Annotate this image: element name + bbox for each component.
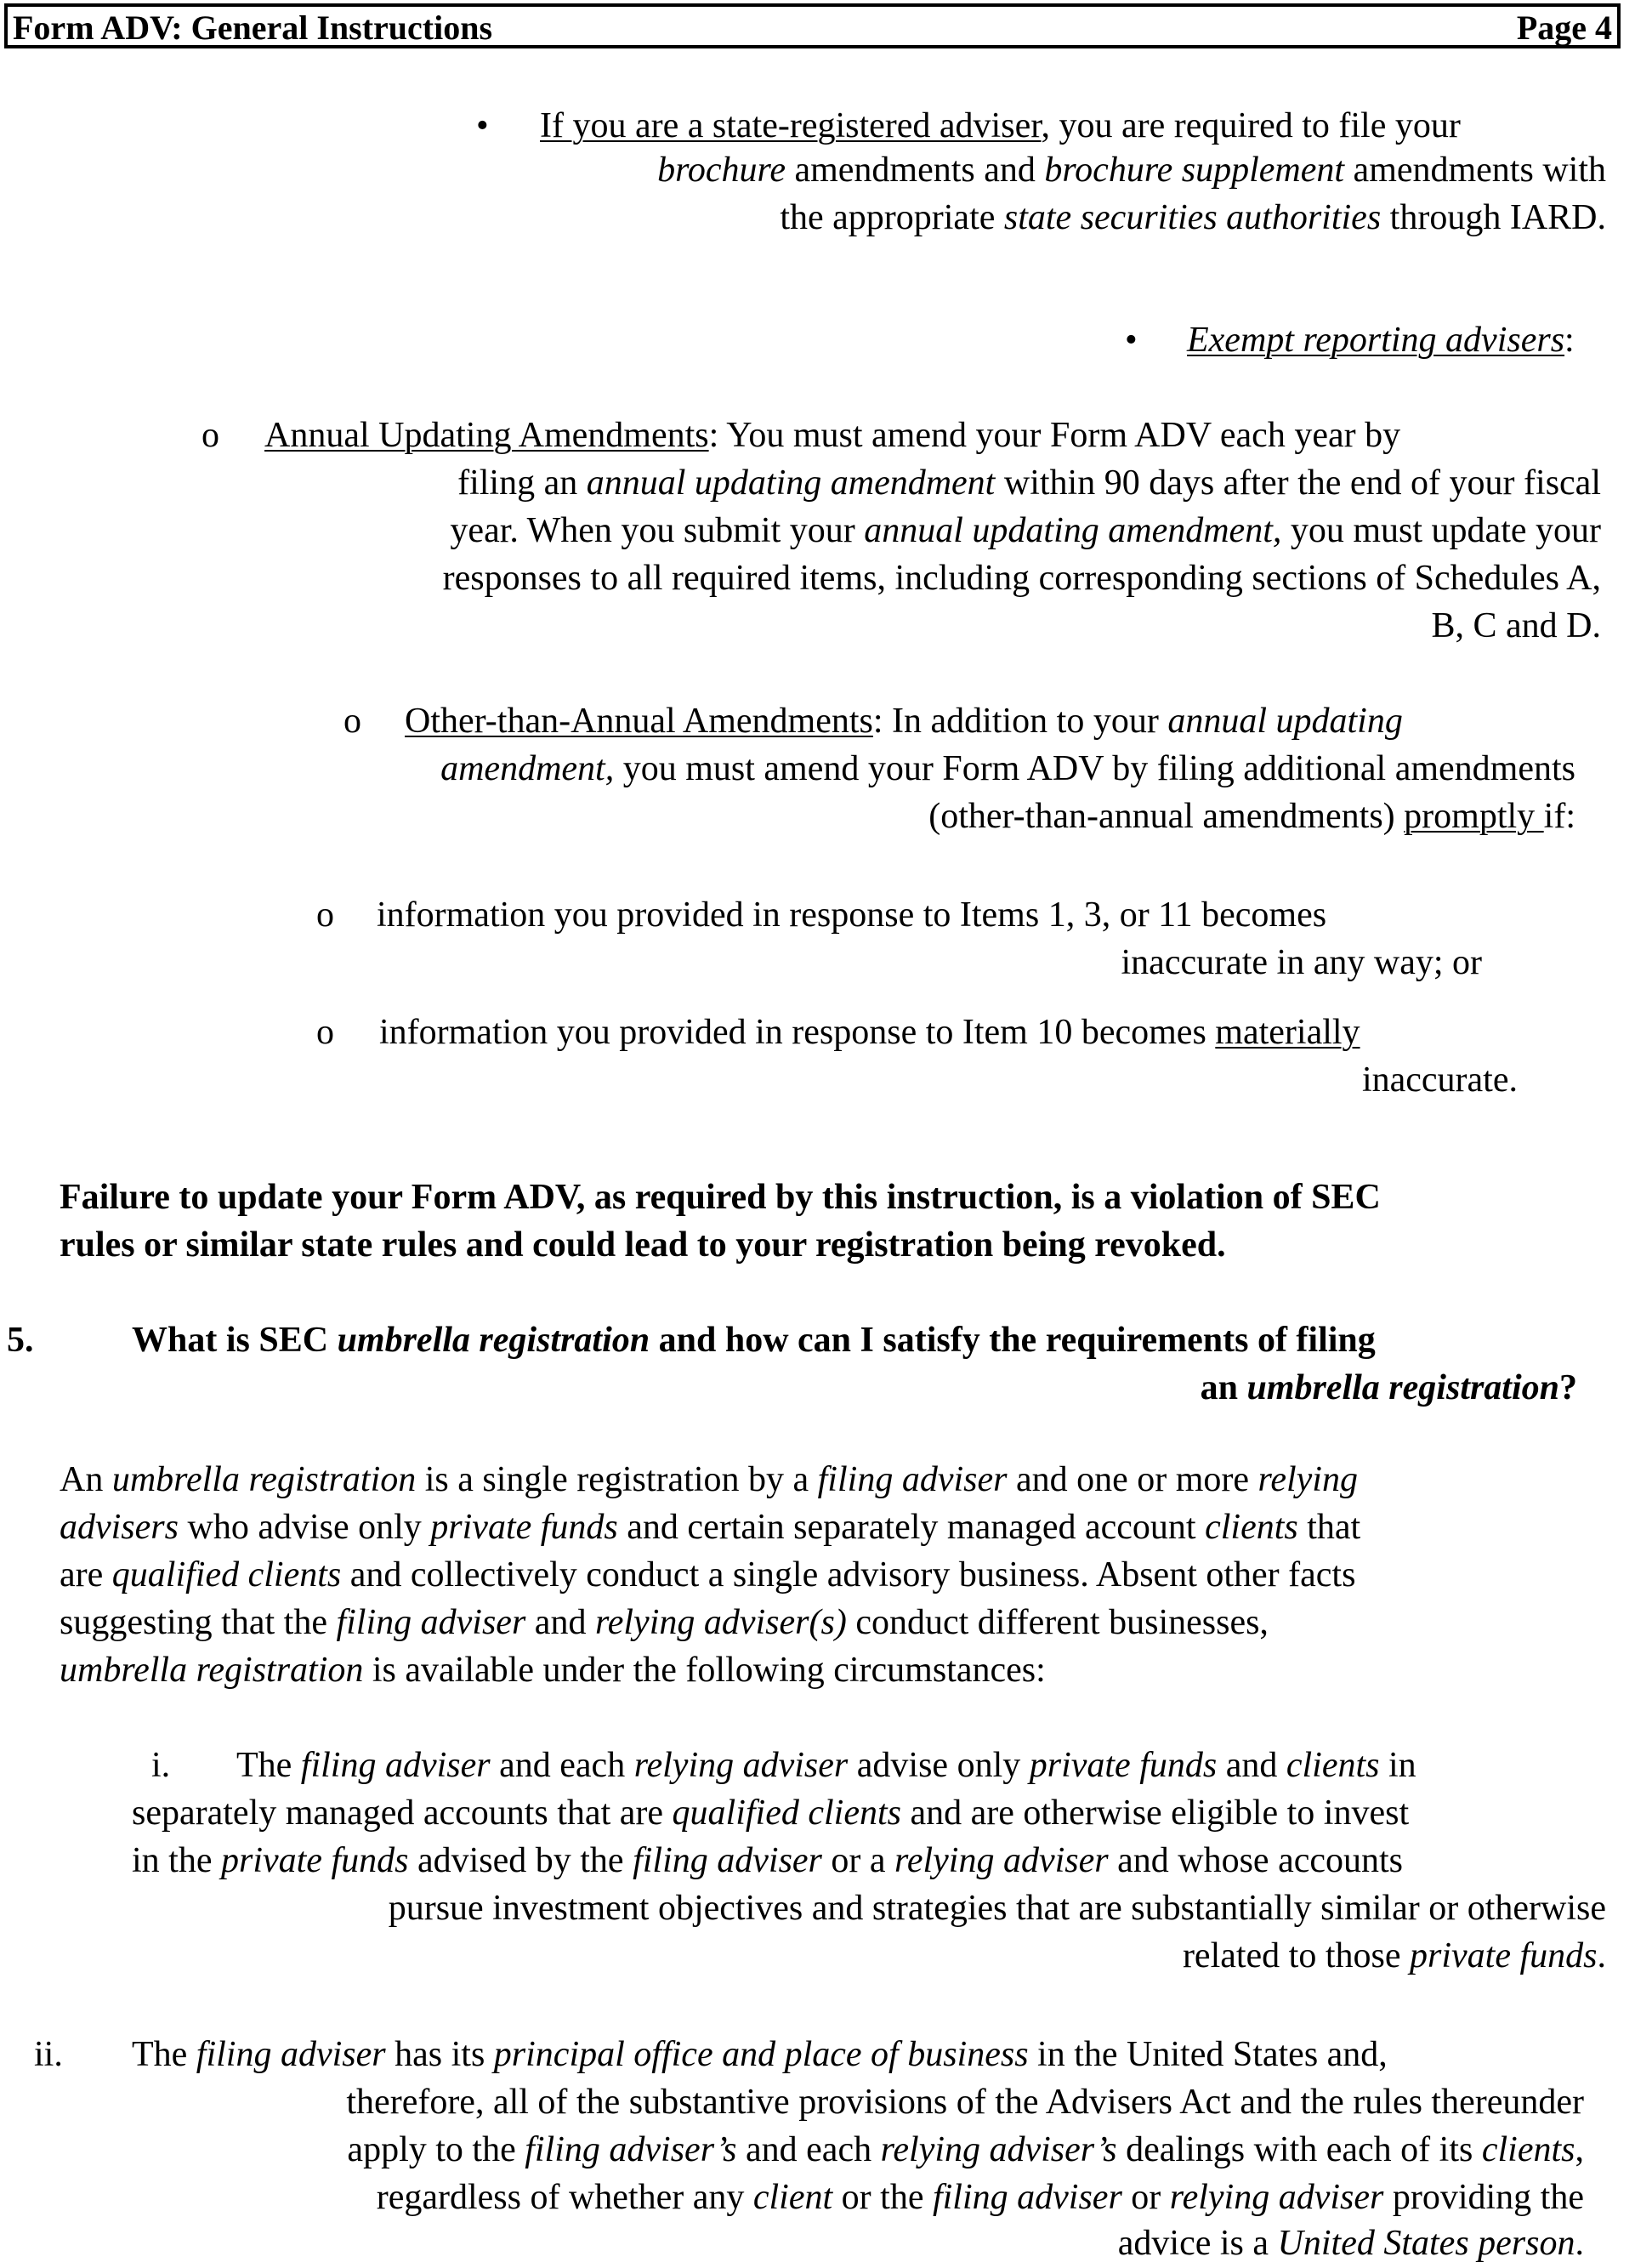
- header-title: Form ADV: General Instructions: [13, 9, 493, 47]
- item-i-line-1: The filing adviser and each relying adviser advise only private funds and clients in: [236, 1746, 1416, 1785]
- other-line-1: Other-than-Annual Amendments: In addition to your annual updating: [405, 702, 1403, 741]
- item-ii-line-1: The filing adviser has its principal office and place of business in the United States and,: [132, 2035, 1388, 2074]
- item-i-line-5: related to those private funds.: [1182, 1936, 1606, 1975]
- item-ii-line-4: regardless of whether any client or the filing adviser or relying adviser providing the: [376, 2178, 1584, 2217]
- annual-line-4: responses to all required items, including corresponding sections of Schedules A,: [442, 559, 1601, 598]
- other-item-1-line-1: information you provided in response to Items 1, 3, or 11 becomes: [377, 895, 1327, 935]
- warning-line-2: rules or similar state rules and could lead to your registration being revoked.: [60, 1225, 1226, 1265]
- annual-line-3: year. When you submit your annual updating amendment, you must update your: [450, 511, 1601, 550]
- warning-line-1: Failure to update your Form ADV, as required by this instruction, is a violation of SEC: [60, 1178, 1381, 1217]
- other-line-3: (other-than-annual amendments) promptly if:: [928, 797, 1575, 836]
- other-item-1-line-2: inaccurate in any way; or: [1121, 943, 1482, 982]
- question-line-2: an umbrella registration?: [1200, 1368, 1577, 1407]
- paragraph-line-2: advisers who advise only private funds and certain separately managed account clients that: [60, 1508, 1361, 1547]
- item-ii-line-5: advice is a United States person.: [1117, 2224, 1584, 2263]
- item-ii-number: ii.: [34, 2035, 63, 2074]
- page-number: Page 4: [1516, 9, 1612, 47]
- question-line-1: What is SEC umbrella registration and how can I satisfy the requirements of filing: [132, 1321, 1376, 1360]
- paragraph-line-5: umbrella registration is available under the following circumstances:: [60, 1651, 1046, 1690]
- annual-title: Annual Updating Amendments: [264, 416, 709, 455]
- question-number: 5.: [7, 1321, 34, 1360]
- paragraph-line-4: suggesting that the filing adviser and relying adviser(s) conduct different businesses,: [60, 1603, 1269, 1642]
- other-item-2-line-2: inaccurate.: [1361, 1060, 1518, 1100]
- circle-bullet: o: [343, 702, 361, 741]
- state-registered-line-3: the appropriate state securities authorities through IARD.: [780, 198, 1606, 237]
- circle-bullet: o: [316, 895, 334, 935]
- state-registered-link: If you are a state-registered adviser: [540, 106, 1042, 145]
- annual-line-2: filing an annual updating amendment within 90 days after the end of your fiscal: [457, 463, 1601, 503]
- other-title: Other-than-Annual Amendments: [405, 702, 873, 741]
- bullet-dot: •: [476, 106, 489, 145]
- page-header: [4, 3, 1621, 48]
- paragraph-line-3: are qualified clients and collectively conduct a single advisory business. Absent other facts: [60, 1555, 1356, 1594]
- circle-bullet: o: [316, 1013, 334, 1052]
- item-i-number: i.: [151, 1746, 171, 1785]
- annual-line-5: B, C and D.: [1431, 606, 1601, 645]
- annual-line-1: Annual Updating Amendments: You must amend your Form ADV each year by: [264, 416, 1401, 455]
- state-registered-line-2: brochure amendments and brochure supplement amendments with: [657, 151, 1606, 190]
- circle-bullet: o: [202, 416, 219, 455]
- item-ii-line-3: apply to the filing adviser’s and each relying adviser’s dealings with each of its clients,: [347, 2130, 1584, 2169]
- other-item-2-line-1: information you provided in response to Item 10 becomes materially: [379, 1013, 1360, 1052]
- item-i-line-2: separately managed accounts that are qualified clients and are otherwise eligible to invest: [132, 1793, 1410, 1833]
- exempt-label: Exempt reporting advisers: [1187, 321, 1565, 360]
- item-i-line-3: in the private funds advised by the filing adviser or a relying adviser and whose accounts: [132, 1841, 1404, 1880]
- item-i-line-4: pursue investment objectives and strategies that are substantially similar or otherwise: [388, 1889, 1606, 1928]
- paragraph-line-1: An umbrella registration is a single registration by a filing adviser and one or more relying: [60, 1460, 1358, 1499]
- item-ii-line-2: therefore, all of the substantive provisions of the Advisers Act and the rules thereunder: [346, 2083, 1584, 2122]
- bullet-dot: •: [1125, 321, 1138, 360]
- state-registered-line-1: If you are a state-registered adviser, you are required to file your: [540, 106, 1461, 145]
- other-line-2: amendment, you must amend your Form ADV by filing additional amendments: [440, 749, 1575, 788]
- exempt-line: Exempt reporting advisers:: [1187, 321, 1575, 360]
